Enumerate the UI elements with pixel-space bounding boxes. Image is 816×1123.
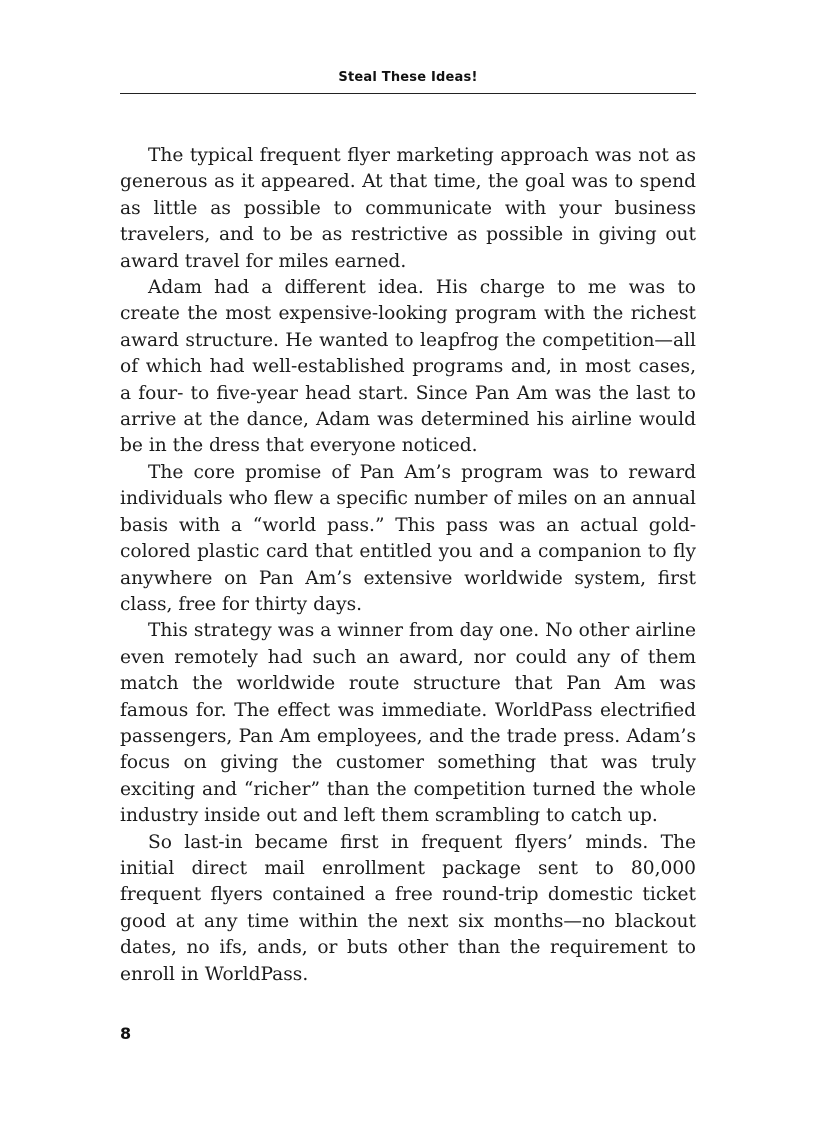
paragraph: Adam had a different idea. His charge to me was to create the most expensive-looking program with the richest award structure. He wanted to leapfrog the competition—all of which had well-established programs and, in most cases, a four- to five-year head start. Since Pan Am was the last to arrive at the dance, Adam was determined his airline would be in the dress that everyone noticed.	[120, 277, 696, 457]
page-number: 8	[120, 1024, 132, 1043]
paragraph: The core promise of Pan Am’s program was to reward individuals who flew a specific number of miles on an annual basis with a “world pass.” This pass was an actual gold-colored plastic card that entitled you and a companion to fly anywhere on Pan Am’s extensive worldwide system, first class, free for thirty days.	[120, 461, 696, 615]
paragraph: This strategy was a winner from day one. No other airline even remotely had such an award, nor could any of them match the worldwide route structure that Pan Am was famous for. The effect was immediate. WorldPass electrified passengers, Pan Am employees, and the trade press. Adam’s focus on giving the customer something that was truly exciting and “richer” than the competition turned the whole industry inside out and left them scrambling to catch up.	[120, 620, 696, 827]
header-rule	[120, 93, 696, 94]
paragraph: So last-in became first in frequent flyers’ minds. The initial direct mail enrollment package sent to 80,000 frequent flyers contained a free round-trip domestic ticket good at any time within the next six months—no blackout dates, no ifs, ands, or buts other than the requirement to enroll in WorldPass.	[120, 831, 696, 985]
paragraph: The typical frequent flyer marketing approach was not as generous as it appeared. At that time, the goal was to spend as little as possible to communicate with your business travelers, and to be as restrictive as possible in giving out award travel for miles earned.	[120, 145, 696, 272]
body-text	[120, 143, 696, 988]
running-head: Steal These Ideas!	[338, 70, 478, 85]
